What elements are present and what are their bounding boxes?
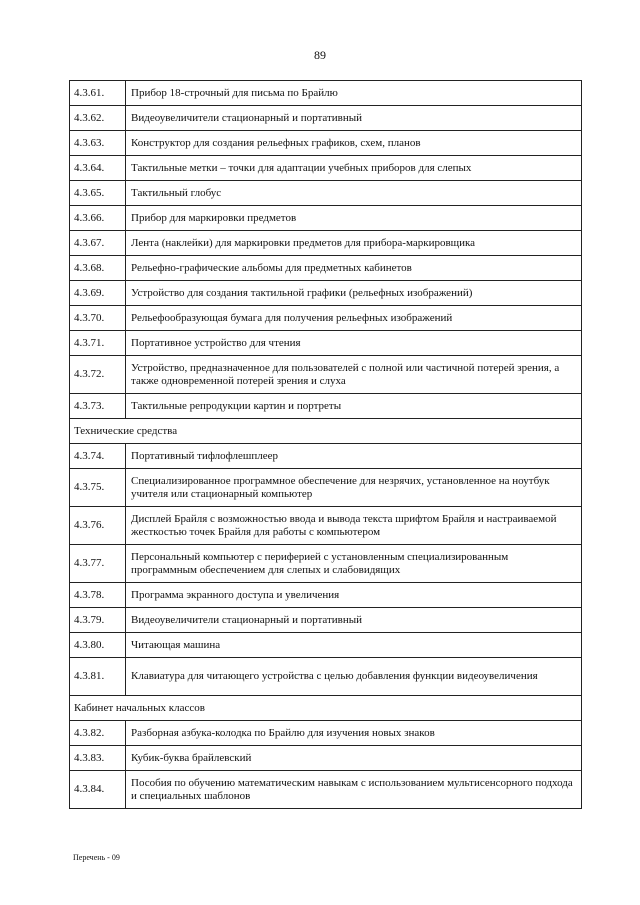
item-description: Читающая машина	[126, 633, 582, 658]
item-description: Конструктор для создания рельефных графиков, схем, планов	[126, 131, 582, 156]
item-description: Видеоувеличители стационарный и портативный	[126, 106, 582, 131]
item-number: 4.3.68.	[70, 256, 126, 281]
item-description: Рельефообразующая бумага для получения рельефных изображений	[126, 306, 582, 331]
item-number: 4.3.77.	[70, 545, 126, 583]
item-number: 4.3.72.	[70, 356, 126, 394]
item-number: 4.3.84.	[70, 771, 126, 809]
table-row	[70, 721, 582, 746]
item-description: Портативный тифлофлешплеер	[126, 444, 582, 469]
page-number: 89	[314, 48, 326, 62]
section-header-row	[70, 419, 582, 444]
item-description: Тактильные репродукции картин и портреты	[126, 394, 582, 419]
item-number: 4.3.82.	[70, 721, 126, 746]
equipment-table	[69, 80, 582, 809]
item-number: 4.3.71.	[70, 331, 126, 356]
table-row	[70, 181, 582, 206]
item-description: Кубик-буква брайлевский	[126, 746, 582, 771]
item-description: Видеоувеличители стационарный и портативный	[126, 608, 582, 633]
table-row	[70, 206, 582, 231]
table-row	[70, 545, 582, 583]
document-footer: Перечень - 09	[73, 853, 120, 862]
item-number: 4.3.74.	[70, 444, 126, 469]
item-description: Программа экранного доступа и увеличения	[126, 583, 582, 608]
section-header-row	[70, 696, 582, 721]
table-row	[70, 771, 582, 809]
table-row	[70, 106, 582, 131]
table-row	[70, 583, 582, 608]
item-number: 4.3.61.	[70, 81, 126, 106]
item-description: Дисплей Брайля с возможностью ввода и вывода текста шрифтом Брайля и настраиваемой жесткостью точек Брайля для работы с компьютером	[126, 507, 582, 545]
item-number: 4.3.66.	[70, 206, 126, 231]
item-number: 4.3.75.	[70, 469, 126, 507]
item-number: 4.3.63.	[70, 131, 126, 156]
item-number: 4.3.73.	[70, 394, 126, 419]
table-row	[70, 281, 582, 306]
item-description: Портативное устройство для чтения	[126, 331, 582, 356]
table-row	[70, 81, 582, 106]
item-description: Разборная азбука-колодка по Брайлю для изучения новых знаков	[126, 721, 582, 746]
equipment-table-body	[70, 81, 582, 809]
table-row	[70, 633, 582, 658]
table-row	[70, 131, 582, 156]
item-description: Прибор 18-строчный для письма по Брайлю	[126, 81, 582, 106]
item-number: 4.3.70.	[70, 306, 126, 331]
item-description: Специализированное программное обеспечение для незрячих, установленное на ноутбук учителя или стационарный компьютер	[126, 469, 582, 507]
section-title: Кабинет начальных классов	[70, 696, 582, 721]
table-row	[70, 256, 582, 281]
item-number: 4.3.67.	[70, 231, 126, 256]
item-description: Клавиатура для читающего устройства с целью добавления функции видеоувеличения	[126, 658, 582, 696]
item-number: 4.3.81.	[70, 658, 126, 696]
item-description: Персональный компьютер с периферией с установленным специализированным программным обеспечением для слепых и слабовидящих	[126, 545, 582, 583]
item-description: Пособия по обучению математическим навыкам с использованием мультисенсорного подхода и специальных шаблонов	[126, 771, 582, 809]
item-number: 4.3.64.	[70, 156, 126, 181]
table-row	[70, 507, 582, 545]
item-description: Устройство, предназначенное для пользователей с полной или частичной потерей зрения, а также одновременной потерей зрения и слуха	[126, 356, 582, 394]
table-row	[70, 746, 582, 771]
item-description: Рельефно-графические альбомы для предметных кабинетов	[126, 256, 582, 281]
item-number: 4.3.69.	[70, 281, 126, 306]
item-number: 4.3.78.	[70, 583, 126, 608]
table-row	[70, 156, 582, 181]
item-description: Прибор для маркировки предметов	[126, 206, 582, 231]
item-description: Лента (наклейки) для маркировки предметов для прибора-маркировщика	[126, 231, 582, 256]
item-number: 4.3.76.	[70, 507, 126, 545]
item-number: 4.3.83.	[70, 746, 126, 771]
item-number: 4.3.79.	[70, 608, 126, 633]
table-row	[70, 306, 582, 331]
table-row	[70, 469, 582, 507]
table-row	[70, 394, 582, 419]
item-description: Устройство для создания тактильной графики (рельефных изображений)	[126, 281, 582, 306]
item-number: 4.3.62.	[70, 106, 126, 131]
table-row	[70, 444, 582, 469]
item-number: 4.3.80.	[70, 633, 126, 658]
item-description: Тактильный глобус	[126, 181, 582, 206]
table-row	[70, 608, 582, 633]
section-title: Технические средства	[70, 419, 582, 444]
table-row	[70, 356, 582, 394]
item-description: Тактильные метки – точки для адаптации учебных приборов для слепых	[126, 156, 582, 181]
table-row	[70, 658, 582, 696]
table-row	[70, 231, 582, 256]
table-row	[70, 331, 582, 356]
item-number: 4.3.65.	[70, 181, 126, 206]
